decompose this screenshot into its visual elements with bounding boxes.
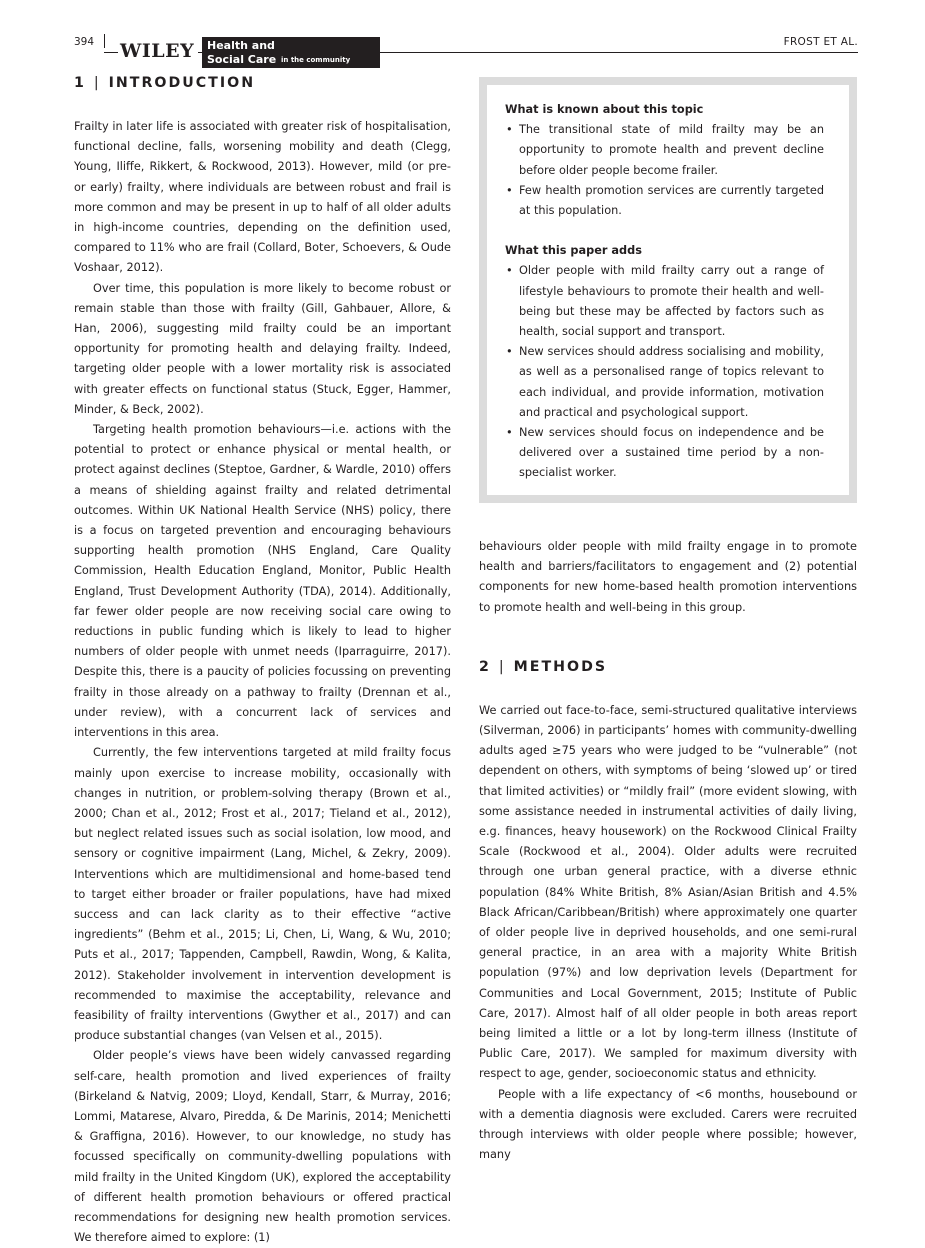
intro-paragraph: Targeting health promotion behaviours—i.e. actions with the potential to protect or enhance physical or mental health, or protect against declines (Steptoe, Gardner, & Wardle, 2010) offers a means of shielding against frailty and related detrimental outcomes. Within UK National Health Service (NHS) policy, there is a focus on targeted prevention and encouraging behaviours supporting health promotion (NHS England, Care Quality Commission, Health Education England, Monitor, Public Health England, Trust Development Authority (TDA), 2014). Additionally, far fewer older people are now receiving social care owing to reductions in public funding which is likely to lead to higher numbers of older people with unmet needs (Iparraguirre, 2017). Despite this, there is a paucity of policies focussing on preventing frailty in those already on a pathway to frailty (Drennan et al., under review), with a concurrent lack of services and interventions in this area. (74, 423, 451, 740)
list-item: • New services should address socialising and mobility, as well as a personalised range of topics relevant to each individual, and provide information, motivation and practical and psychological support. (505, 342, 824, 423)
list-item: • Older people with mild frailty carry out a range of lifestyle behaviours to promote their health and well-being but these may be affected by factors such as health, social support and transport. (505, 261, 824, 342)
right-column (479, 537, 857, 1165)
section-number: 1 (74, 75, 84, 91)
key-points-content (487, 85, 849, 495)
left-column (74, 73, 451, 1248)
journal-name-line2: Social Care (207, 53, 277, 66)
methods-paragraph: We carried out face-to-face, semi-structured qualitative interviews (Silverman, 2006) in participants’ homes with community-dwelling adults aged ≥75 years who were judged to be “vulnerable” (not dependent on others, with symptoms of being ‘slowed up’ or tired that limited activities) or “mildly frail” (more evident slowing, with some assistance needed in instrumental activities of daily living, e.g. finances, heavy housework) on the Rockwood Clinical Frailty Scale (Rockwood et al., 2004). Older adults were recruited through one urban general practice, with a diverse ethnic population (84% White British, 8% Asian/Asian British and 4.5% Black African/Caribbean/British) where approximately one quarter of older people live in deprived households, and one semi-rural general practice, in an area with a majority White British population (97%) and low deprivation levels (Department for Communities and Local Government, 2015; Institute of Public Care, 2017). Almost half of all older people in both areas report being limited a little or a lot by long-term illness (Institute of Public Care, 2017). We sampled for maximum diversity with respect to age, gender, socioeconomic status and ethnicity. (479, 703, 857, 1081)
intro-paragraph: Frailty in later life is associated with greater risk of hospitalisation, functional decline, falls, worsening mobility and death (Clegg, Young, Iliffe, Rikkert, & Rockwood, 2013). However, mild (or pre- or early) frailty, where individuals are between robust and frail is more common and may be present in up to half of all older adults in high-income countries, depending on the definition used, compared to 11% who are frail (Collard, Boter, Schoevers, & Oude Voshaar, 2012). (74, 120, 451, 275)
page-number: 394 (74, 36, 95, 48)
intro-continuation: behaviours older people with mild frailty engage in to promote health and barriers/facilitators to engagement and (2) potential components for new home-based health promotion interventions to promote health and well-being in this group. (479, 540, 857, 614)
journal-name-line3: in the community (281, 56, 351, 64)
intro-paragraph: Over time, this population is more likely to become robust or remain stable than those with frailty (Gill, Gahbauer, Allore, & Han, 2006), suggesting mild frailty could be an important opportunity for promoting health and delaying frailty. Indeed, targeting older people with a lower mortality risk is associated with greater effects on functional status (Stuck, Egger, Hammer, Minder, & Beck, 2002). (74, 281, 451, 416)
section-divider: | (93, 75, 99, 91)
list-item: • Few health promotion services are currently targeted at this population. (505, 181, 824, 221)
page-header (0, 0, 925, 70)
publisher-logo: WILEY (118, 40, 198, 62)
intro-paragraph: Older people’s views have been widely canvassed regarding self-care, health promotion and lived experiences of frailty (Birkeland & Natvig, 2009; Lloyd, Kendall, Starr, & Murray, 2016; Lommi, Matarese, Alvaro, Piredda, & De Marinis, 2014; Menichetti & Graffigna, 2016). However, to our knowledge, no study has focussed specifically on community-dwelling populations with mild frailty in the United Kingdom (UK), explored the acceptability of different health promotion behaviours or offered practical recommendations for designing new health promotion services. We therefore aimed to explore: (1) (74, 1049, 451, 1245)
adds-heading: What this paper adds (505, 244, 642, 258)
known-heading: What is known about this topic (505, 103, 704, 116)
section-number: 2 (479, 658, 489, 675)
methods-paragraph: People with a life expectancy of <6 months, housebound or with a dementia diagnosis were excluded. Carers were recruited through interviews with older people where possible; however, many (479, 1087, 857, 1162)
header-divider (104, 34, 105, 48)
key-points-box (479, 77, 857, 503)
adds-list (505, 261, 824, 483)
known-list (505, 120, 824, 221)
running-head: FROST ET AL. (783, 36, 858, 48)
section-heading-introduction (74, 73, 451, 101)
section-title: METHODS (513, 658, 608, 675)
section-title: INTRODUCTION (108, 75, 256, 91)
journal-logo (202, 37, 380, 68)
section-divider: | (498, 658, 504, 675)
list-item: • The transitional state of mild frailty may be an opportunity to promote health and prevent decline before older people become frailer. (505, 120, 824, 181)
section-heading-methods (479, 657, 857, 685)
journal-name-line1: Health and (207, 39, 275, 52)
list-item: • New services should focus on independence and be delivered over a sustained time period by a non-specialist worker. (505, 423, 824, 484)
intro-paragraph: Currently, the few interventions targeted at mild frailty focus mainly upon exercise to increase mobility, occasionally with changes in nutrition, or problem-solving therapy (Brown et al., 2000; Chan et al., 2012; Frost et al., 2017; Tieland et al., 2012), but neglect related issues such as social isolation, low mood, and sensory or cognitive impairment (Lang, Michel, & Zekry, 2009). Interventions which are multidimensional and home-based tend to target either broader or frailer populations, have had mixed success and can lack clarity as to their effective “active ingredients” (Behm et al., 2015; Li, Chen, Li, Wang, & Wu, 2010; Puts et al., 2017; Tappenden, Campbell, Rawdin, Wong, & Kalita, 2012). Stakeholder involvement in intervention development is recommended to maximise the acceptability, relevance and feasibility of frailty interventions (Gwyther et al., 2017) and can produce substantial changes (van Velsen et al., 2015). (74, 746, 451, 1043)
